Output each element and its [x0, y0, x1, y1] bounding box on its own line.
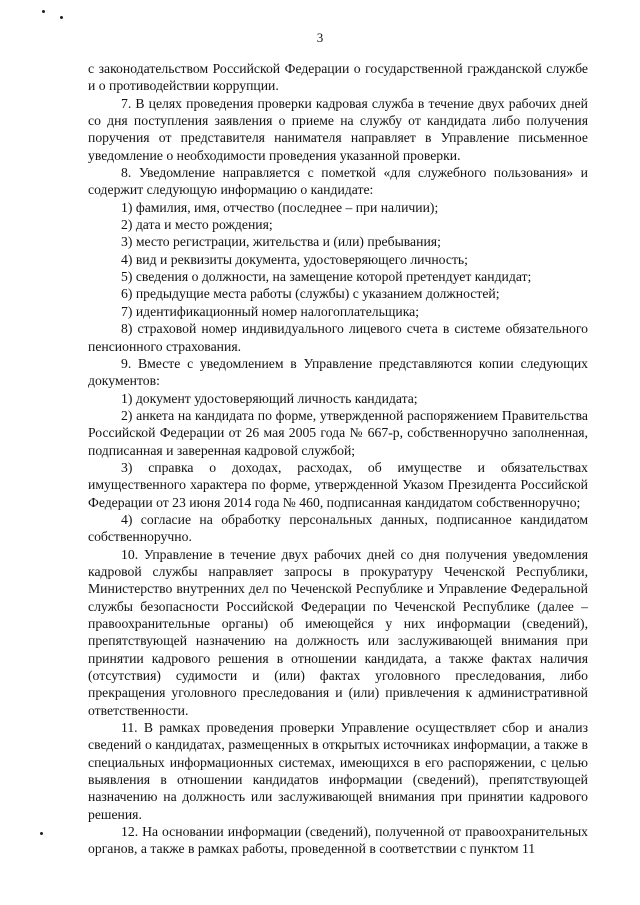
list-item: 2) анкета на кандидата по форме, утвержденной распоряжением Правительства Российской Федерации от 26 мая 2005 года № 667-р, собственноручно заполненная, подписанная и заверенная кадровой службой;: [88, 407, 588, 458]
list-item: 7) идентификационный номер налогоплательщика;: [121, 303, 420, 319]
page-number: 3: [316, 30, 324, 45]
list-item: 5) сведения о должности, на замещение которой претендует кандидат;: [121, 269, 532, 285]
list-item: 6) предыдущие места работы (службы) с указанием должностей;: [121, 286, 500, 302]
list-item: 8) страховой номер индивидуального лицевого счета в системе обязательного пенсионного страхования.: [88, 321, 588, 354]
list-item: 3) место регистрации, жительства и (или) пребывания;: [121, 234, 441, 250]
list-item: 4) вид и реквизиты документа, удостоверяющего личность;: [121, 251, 468, 267]
scan-speck: [60, 16, 63, 19]
scan-speck: [42, 10, 45, 13]
list-item: 3) справка о доходах, расходах, об имуществе и обязательствах имущественного характера по форме, утвержденной Указом Президента Российской Федерации от 23 июня 2014 года № 460, подписанная кандидатом собственноручно;: [88, 459, 588, 510]
scan-speck: [40, 832, 43, 835]
list-item: 1) документ удостоверяющий личность кандидата;: [121, 390, 418, 406]
paragraph-10: 10. Управление в течение двух рабочих дней со дня получения уведомления кадровой службы направляет запросы в прокуратуру Чеченской Республики, Министерство внутренних дел по Чеченской Республике и Управление Федеральной службы безопасности Российской Федерации по Чеченской Республике (далее – правоохранительные органы) об имеющейся у них информации (сведений), препятствующей назначению на должность или заслуживающей внимания при принятии кадрового решения в отношении кандидата, а также фактах наличия (отсутствия) судимости и (или) фактах уголовного преследования, либо прекращения уголовного преследования и (или) привлечения к административной ответственности.: [88, 546, 588, 718]
paragraph-7: 7. В целях проведения проверки кадровая служба в течение двух рабочих дней со дня поступления заявления о приеме на службу от кандидата либо получения поручения от представителя нанимателя направляет в Управление письменное уведомление о необходимости проведения указанной проверки.: [88, 95, 588, 163]
document-body: [88, 60, 588, 858]
list-item: 2) дата и место рождения;: [121, 217, 273, 233]
paragraph-12: 12. На основании информации (сведений), полученной от правоохранительных органов, а также в рамках работы, проведенной в соответствии с пунктом 11: [88, 824, 588, 857]
list-item: 1) фамилия, имя, отчество (последнее – при наличии);: [121, 199, 439, 215]
paragraph-continuation: с законодательством Российской Федерации о государственной гражданской службе и о противодействии коррупции.: [88, 61, 588, 94]
paragraph-8: 8. Уведомление направляется с пометкой «для служебного пользования» и содержит следующую информацию о кандидате:: [88, 165, 588, 198]
list-item: 4) согласие на обработку персональных данных, подписанное кандидатом собственноручно.: [88, 511, 588, 545]
paragraph-11: 11. В рамках проведения проверки Управление осуществляет сбор и анализ сведений о кандидатах, размещенных в открытых источниках информации, а также в специальных информационных системах, имеющихся в его распоряжении, с целью выявления в отношении кандидатов информации (сведений), препятствующей назначению на должность или заслуживающей внимания при принятии кадрового решения.: [88, 720, 588, 822]
paragraph-9: 9. Вместе с уведомлением в Управление представляются копии следующих документов:: [88, 355, 588, 389]
